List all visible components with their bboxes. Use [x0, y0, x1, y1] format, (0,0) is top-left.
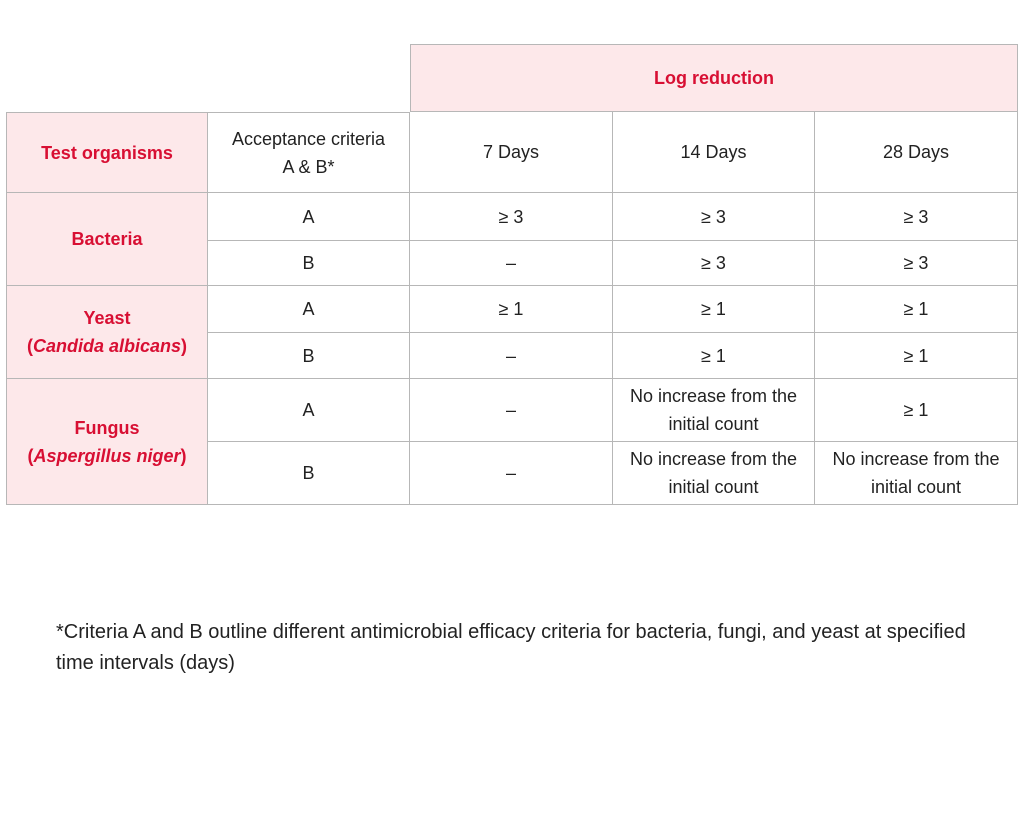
criteria-cell: B — [208, 442, 410, 505]
day14-cell: ≥ 3 — [613, 241, 815, 286]
day14-cell: ≥ 3 — [613, 193, 815, 241]
day14-cell: ≥ 1 — [613, 286, 815, 333]
acceptance-criteria-line1: Acceptance criteria — [231, 128, 386, 149]
fungus-label — [6, 379, 208, 505]
day28-cell: ≥ 1 — [815, 333, 1018, 379]
day7-cell: – — [410, 442, 613, 505]
day7-cell: ≥ 3 — [410, 193, 613, 241]
day28-header: 28 Days — [815, 112, 1018, 193]
day7-header: 7 Days — [410, 112, 613, 193]
day7-cell: – — [410, 241, 613, 286]
fungus-name: Fungus — [74, 417, 140, 438]
acceptance-criteria-header — [208, 112, 410, 193]
log-reduction-header: Log reduction — [410, 44, 1018, 112]
criteria-cell: A — [208, 379, 410, 442]
day28-cell: No increase from the initial count — [815, 442, 1018, 505]
efficacy-table — [6, 44, 1018, 505]
criteria-footnote: *Criteria A and B outline different antimicrobial efficacy criteria for bacteria, fungi, and yeast at specified time intervals (days) — [56, 621, 966, 674]
yeast-species: (Candida albicans) — [26, 336, 188, 356]
day14-cell: No increase from the initial count — [613, 442, 815, 505]
criteria-cell: A — [208, 193, 410, 241]
yeast-label — [6, 286, 208, 379]
day14-cell: No increase from the initial count — [613, 379, 815, 442]
day7-cell: – — [410, 379, 613, 442]
yeast-name: Yeast — [83, 308, 131, 328]
day7-cell: ≥ 1 — [410, 286, 613, 333]
day28-cell: ≥ 3 — [815, 241, 1018, 286]
day7-cell: – — [410, 333, 613, 379]
day14-header: 14 Days — [613, 112, 815, 193]
criteria-cell: B — [208, 333, 410, 379]
criteria-cell: B — [208, 241, 410, 286]
empty-corner — [6, 44, 410, 112]
day28-cell: ≥ 1 — [815, 379, 1018, 442]
criteria-cell: A — [208, 286, 410, 333]
test-organisms-header: Test organisms — [6, 112, 208, 193]
acceptance-criteria-line2: A & B* — [282, 156, 335, 177]
day14-cell: ≥ 1 — [613, 333, 815, 379]
bacteria-label: Bacteria — [6, 193, 208, 286]
day28-cell: ≥ 1 — [815, 286, 1018, 333]
day28-cell: ≥ 3 — [815, 193, 1018, 241]
fungus-species: (Aspergillus niger) — [27, 445, 187, 466]
